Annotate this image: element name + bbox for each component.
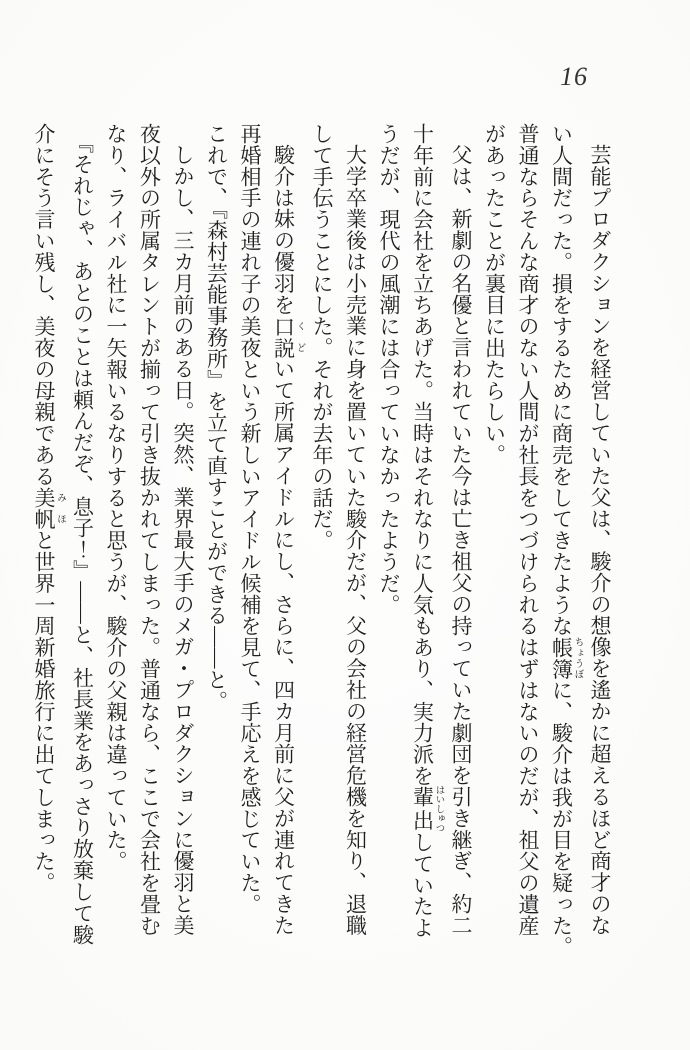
text-line — [511, 123, 545, 961]
furigana-annotated-word: 美帆 みほ — [32, 486, 65, 530]
text-run: なり、ライバル社に一矢報いるなりすると思うが、駿介の父親は違っていた。 — [104, 123, 128, 872]
text-run: 介にそう言い残し、美夜の母親である — [32, 123, 56, 487]
text-line — [27, 123, 66, 961]
furigana-annotated-word: 口説 くど — [271, 315, 305, 359]
text-run: 『それじゃ、あとのことは頼んだぞ、息子！』――と、社長業をあっさり放棄して駿 — [70, 132, 95, 946]
text-line — [266, 123, 305, 982]
text-line — [132, 123, 166, 961]
text-line — [583, 123, 617, 982]
furigana-annotated-word: 輩出 はいしゅつ — [410, 785, 444, 833]
text-run: うだが、現代の風潮には合っていなかったようだ。 — [377, 123, 401, 616]
text-run: 普通ならそんな商才のない人間が社長をつづけられるはずはないのだが、祖父の遺産 — [516, 123, 540, 937]
text-line — [444, 123, 478, 982]
text-run: 十年前に会社を立ちあげた。当時はそれなりに人気もあり、実力派を — [410, 123, 435, 787]
furigana-text: みほ — [55, 486, 65, 530]
text-run: い人間だった。損をするために商売をしてきたような — [549, 123, 574, 637]
text-run: これで、『森村芸能事務所』を立て直すことができる――と。 — [204, 123, 229, 712]
text-line — [477, 123, 511, 961]
text-line — [305, 123, 339, 961]
text-run: 大学卒業後は小売業に身を置いていた駿介だが、父の会社の経営危機を知り、退職 — [343, 144, 368, 937]
text-run: があったことが裏目に出たらしい。 — [482, 123, 507, 466]
text-line — [372, 123, 406, 961]
text-line — [65, 123, 99, 970]
text-run: しかし、三カ月前のある日。突然、業界最大手のメガ・プロダクションに優羽と美 — [171, 144, 195, 937]
furigana-text: ちょうぼ — [572, 636, 583, 680]
body-text — [27, 123, 617, 961]
text-line — [99, 123, 133, 961]
text-line — [338, 123, 372, 982]
text-run: と世界一周新婚旅行に出てしまった。 — [32, 529, 56, 894]
text-run: 父は、新劇の名優と言われていた今は亡き祖父の持っていた劇団を引き継ぎ、約二 — [449, 144, 473, 937]
text-run: に、駿介は我が目を疑った。 — [549, 679, 574, 958]
text-line — [233, 123, 267, 961]
text-run: いて所属アイドルにし、さらに、四カ月前に父が連れてきた — [271, 358, 296, 937]
furigana-text: くど — [294, 315, 305, 359]
page-number: 16 — [560, 62, 588, 91]
text-run: していたよ — [410, 831, 435, 939]
text-line — [199, 123, 233, 961]
text-run: 駿介は妹の優羽を — [271, 144, 296, 316]
text-line — [544, 123, 583, 961]
text-run: 再婚相手の連れ子の美夜という新しいアイドル候補を見て、手応えを感じていた。 — [238, 123, 262, 915]
text-run: 夜以外の所属タレントが揃って引き抜かれてしまった。普通なら、ここで会社を畳む — [137, 123, 162, 937]
text-line — [405, 123, 444, 961]
text-run: 芸能プロダクションを経営していた父は、駿介の想像を遙かに超えるほど商才のな — [588, 144, 612, 937]
text-line — [166, 123, 200, 982]
furigana-annotated-word: 帳簿 ちょうぼ — [549, 636, 583, 680]
furigana-text: はいしゅつ — [433, 785, 444, 833]
text-run: して手伝うことにした。それが去年の話だ。 — [310, 123, 334, 551]
